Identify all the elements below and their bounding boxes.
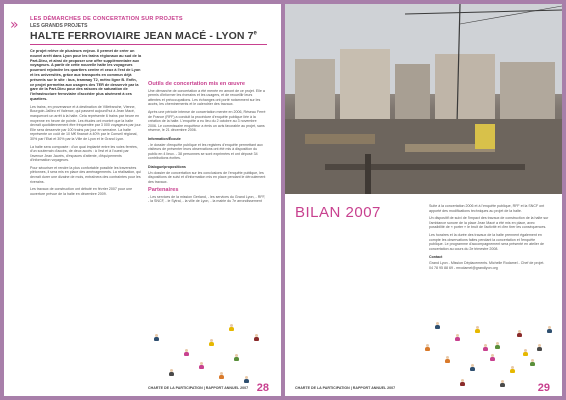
contact-heading: Contact: [429, 255, 443, 260]
body-paragraph: Les horaires et la durée des travaux de la halte prennent également en compte les observations faites pendant la concertation et l'enquête publique. Le programme d'accompagnement sera présenté en atelier de concertation au cours du 2e trimestre 2008.: [429, 232, 544, 251]
title-divider: [30, 44, 267, 45]
page-number: 29: [537, 382, 550, 394]
person-figure: [470, 364, 475, 371]
right-column: [148, 82, 266, 207]
person-figure: [435, 322, 440, 329]
person-figure: [209, 339, 214, 346]
person-figure: [234, 354, 239, 361]
body-paragraph: - Les services de la mission Gerland, - les services du Grand Lyon, - RFF, - la SNCF, - le Sytral, - la ville de Lyon, - la mairie du 7e arrondissement: [148, 194, 266, 204]
person-figure: [199, 362, 204, 369]
footer-text: CHARTE DE LA PARTICIPATION | RAPPORT ANNUEL 2007: [295, 386, 396, 390]
person-figure: [425, 344, 430, 351]
construction-photo: [285, 4, 562, 194]
person-figure: [455, 334, 460, 341]
person-figure: [547, 326, 552, 333]
person-figure: [495, 342, 500, 349]
person-figure: [445, 356, 450, 363]
body-paragraph: Un dossier de concertation sur les conclusions de l'enquête publique, les dispositions de suivi et d'information mis en place pendant le déroulement des travaux.: [148, 170, 266, 184]
person-figure: [500, 380, 505, 387]
person-figure: [229, 324, 234, 331]
person-figure: [460, 379, 465, 386]
page-number: 28: [256, 382, 269, 394]
body-paragraph: Les trains, en provenance et à destination de Villefranche, Vienne, Bourgoin-Jallieu et Valence, qui passent aujourd'hui à Jean Macé, marqueront un arrêt à la halte. Cela représente 6 trains par heure en moyenne en heure de pointe. Les études ont montré que la halte devrait quotidiennement être fréquentée par 3 000 voyageurs par jour. Elle sera desservie par 100 trains par jour en semaine. La halte représente un coût de 10 M€ financé à 40% par le Conseil régional, 30% par l'Etat et 30% par la Ville de Lyon et le Grand Lyon.: [30, 104, 142, 141]
person-figure: [483, 344, 488, 351]
dialogue-heading: Dialogue/propositions: [148, 164, 186, 169]
left-column: [30, 49, 142, 199]
person-figure: [219, 372, 224, 379]
partenaires-heading: Partenaires: [148, 187, 179, 194]
body-paragraph: Les travaux de construction ont débuté en février 2007 pour une ouverture prévue de la halte en décembre 2009.: [30, 187, 133, 196]
footer-text: CHARTE DE LA PARTICIPATION | RAPPORT ANNUEL 2007: [148, 386, 249, 390]
body-paragraph: Un dispositif de suivi de l'impact des travaux de construction de la halte sur l'ambiance sonore de la place Jean Macé a été mis en place, avec possibilité de « porter » le bruit de l'activité et d'en tirer les conséquences.: [429, 216, 549, 230]
body-paragraph: Pour sécuriser et rendre la plus confortable possible les traversées piétonnes, il sera mis en place des aménagements. La réalisation, qui devrait durer une dizaine de mois, entraînera des contraintes pour les riverains.: [30, 165, 142, 184]
bilan-column: [429, 204, 549, 273]
body-paragraph: La halte sera composée : d'un quai implanté entre les voies ferrées, d'un souterrain d'accès, de deux accès : à l'est et à l'ouest par l'avenue Jean Jaurès, d'espaces d'attente, d'équipements d'information voyageurs.: [30, 144, 138, 163]
person-figure: [523, 349, 528, 356]
lead-paragraph: Ce projet relève de plusieurs enjeux. Il permet de créer un nouvel arrêt dans Lyon pour les trains régionaux au sud de la Part-Dieu, et ainsi de proposer une offre supplémentaire aux voyageurs. A partir de cette nouvelle halte les voyageurs pourront rejoindre les quartiers centre et ceux à l'est de Lyon et les universités, grâce aux transports en commun déjà présents sur le site : bus, tramway T2, métro ligne B. Enfin, ce projet permettra aux usagers des TER de desservir par la gare de la Part-Dieu pour des raisons de saturation de l'infrastructure ferroviaire d'accéder plus aisément à ces quartiers.: [30, 49, 142, 101]
construction-photo-drawing: [285, 4, 562, 194]
outils-heading: Outils de concertation mis en œuvre: [148, 81, 245, 87]
person-figure: [517, 330, 522, 337]
person-figure: [184, 349, 189, 356]
person-figure: [510, 366, 515, 373]
info-heading: Information/Écoute: [148, 136, 181, 141]
person-figure: [530, 359, 535, 366]
person-figure: [154, 334, 159, 341]
person-figure: [254, 334, 259, 341]
left-page: [4, 4, 281, 396]
person-figure: [475, 326, 480, 333]
body-paragraph: Grand Lyon - Mission Déplacements. Michelle Rodamel - Chef de projet. 04 78 95 88 69 - mrodamel@grandlyon.org: [429, 260, 545, 270]
person-figure: [537, 344, 542, 351]
page-title: HALTE FERROVIAIRE JEAN MACÉ - LYON 7e: [30, 30, 257, 42]
person-figure: [490, 354, 495, 361]
body-paragraph: Suite à la concertation 2006 et à l'enquête publique, RFF et la SNCF ont apporté des modifications techniques au projet de la halte.: [429, 204, 545, 213]
body-paragraph: - le dossier d'enquête publique et les registres d'enquête permettant aux visiteurs de présenter leurs observations ont été mis à disposition du public en 4 lieux. - 38 personnes se sont exprimées et ont déposé 34 contributions écrites.: [148, 142, 263, 161]
person-figure: [169, 369, 174, 376]
right-page: [285, 4, 562, 396]
arrow-icon: »: [10, 17, 19, 33]
body-paragraph: Une démarche de concertation a été menée en amont de ce projet. Elle a permis d'informer les riverains et les usagers, et de recueillir leurs attentes et préoccupations. Les échanges ont porté notamment sur les accès, les cheminements et le calendrier des travaux.: [148, 88, 265, 107]
bilan-title: BILAN 2007: [295, 204, 381, 221]
body-paragraph: Après une période intense de concertation menée en 2006, Réseau Ferré de France (RFF) a conduit la procédure d'enquête publique liée à la création de la halte. L'enquête a eu lieu du 2 octobre au 3 novembre 2006. Le commissaire enquêteur a émis un avis favorable au projet, sans réserve, le 21 décembre 2006.: [148, 109, 266, 133]
section-subkicker: LES GRANDS PROJETS: [30, 23, 88, 29]
section-kicker: LES DÉMARCHES DE CONCERTATION SUR PROJETS: [30, 16, 183, 22]
person-figure: [244, 376, 249, 383]
